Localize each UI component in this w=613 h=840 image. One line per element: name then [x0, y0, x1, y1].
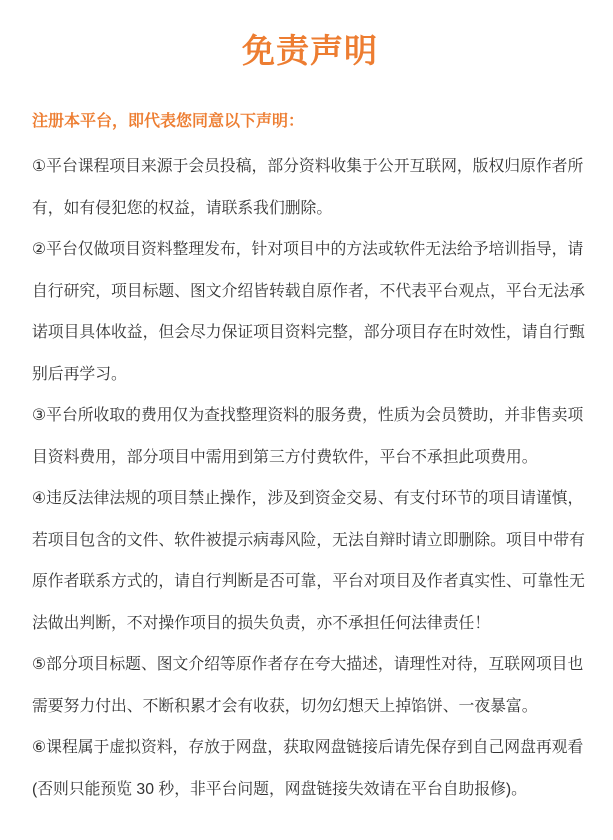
disclaimer-item-1: ①平台课程项目来源于会员投稿，部分资料收集于公开互联网，版权归原作者所有，如有侵犯您的权益，请联系我们删除。: [32, 158, 584, 217]
disclaimer-paragraph-list: [32, 146, 588, 810]
disclaimer-item-6: ⑥课程属于虚拟资料，存放于网盘，获取网盘链接后请先保存到自己网盘再观看(否则只能预览 30 秒，非平台问题，网盘链接失效请在平台自助报修)。: [32, 739, 584, 798]
disclaimer-item-2: ②平台仅做项目资料整理发布，针对项目中的方法或软件无法给予培训指导，请自行研究，项目标题、图文介绍皆转载自原作者，不代表平台观点，平台无法承诺项目具体收益，但会尽力保证项目资料完整，部分项目存在时效性，请自行甄别后再学习。: [32, 241, 585, 383]
disclaimer-item-4: ④违反法律法规的项目禁止操作，涉及到资金交易、有支付环节的项目请谨慎，若项目包含的文件、软件被提示病毒风险，无法自辩时请立即删除。项目中带有原作者联系方式的，请自行判断是否可靠，平台对项目及作者真实性、可靠性无法做出判断，不对操作项目的损失负责，亦不承担任何法律责任！: [32, 490, 585, 632]
disclaimer-item-3: ③平台所收取的费用仅为查找整理资料的服务费，性质为会员赞助，并非售卖项目资料费用，部分项目中需用到第三方付费软件，平台不承担此项费用。: [32, 407, 584, 466]
intro-statement: 注册本平台，即代表您同意以下声明：: [32, 113, 305, 130]
disclaimer-item-5: ⑤部分项目标题、图文介绍等原作者存在夸大描述，请理性对待，互联网项目也需要努力付出、不断积累才会有收获，切勿幻想天上掉馅饼、一夜暴富。: [32, 656, 584, 715]
page-title: 免责声明: [242, 32, 378, 69]
